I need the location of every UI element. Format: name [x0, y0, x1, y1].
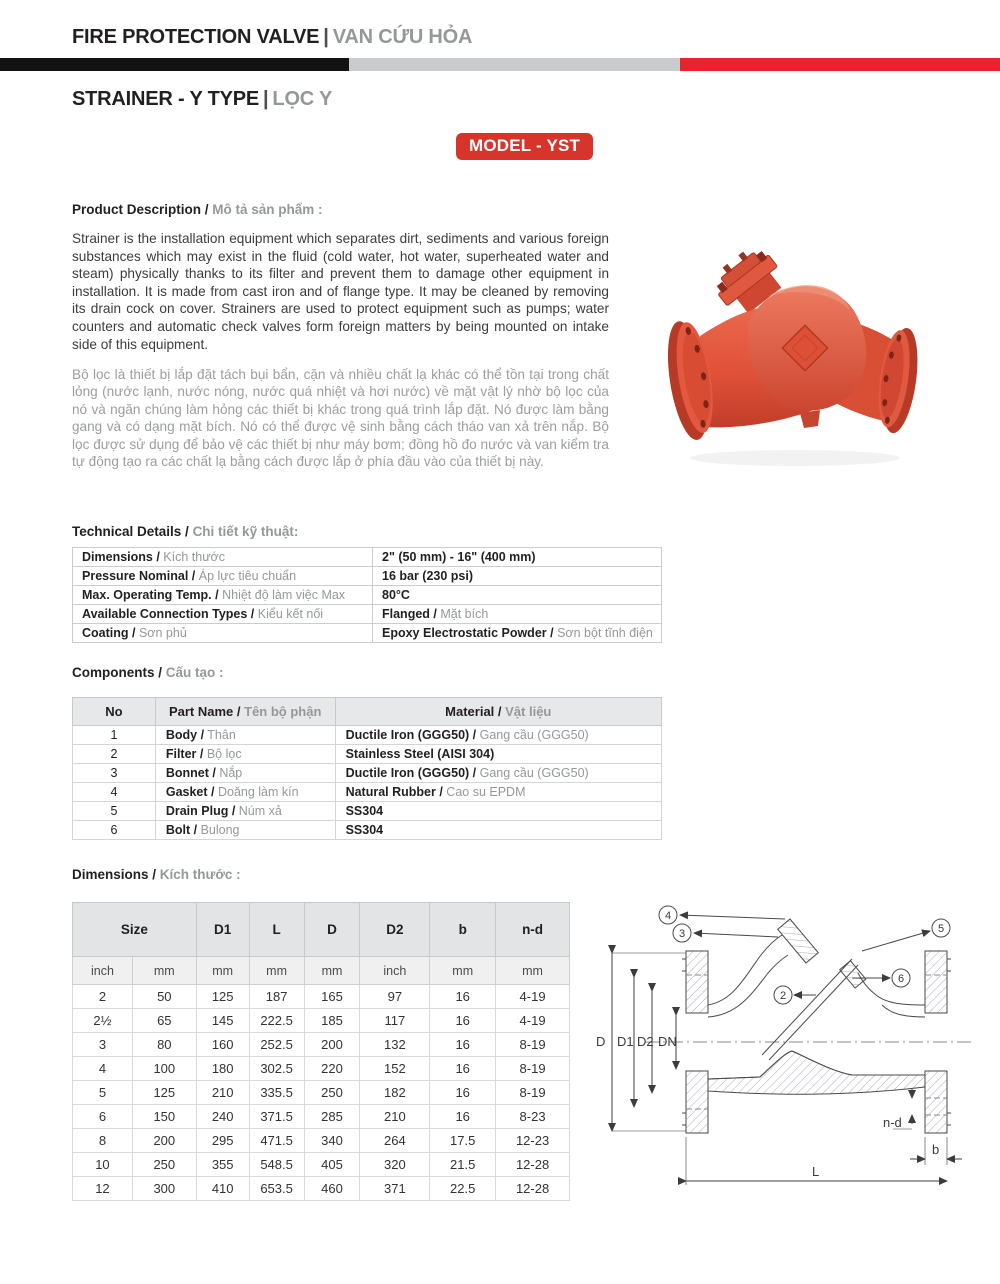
spec-value-cell [373, 548, 662, 567]
unit-cell: inch [73, 957, 133, 985]
size-mm-cell: 80 [132, 1033, 196, 1057]
size-mm-cell: 250 [132, 1153, 196, 1177]
component-material-vi: Gang cầu (GGG50) [479, 728, 589, 742]
spec-label-vi: Nhiệt độ làm việc Max [222, 588, 346, 602]
dim-label-DN: DN [658, 1034, 677, 1049]
technical-details-body [73, 548, 662, 643]
dim-label-D2: D2 [637, 1034, 654, 1049]
size-inch-cell: 10 [73, 1153, 133, 1177]
dim-label-D1: D1 [617, 1034, 634, 1049]
size-mm-cell: 300 [132, 1177, 196, 1201]
components-heading-vi: Cấu tạo : [165, 665, 224, 680]
spec-value-en: 16 bar (230 psi) [382, 569, 474, 583]
l-cell: 653.5 [249, 1177, 304, 1201]
l-cell: 371.5 [249, 1105, 304, 1129]
d1-cell: 295 [196, 1129, 249, 1153]
b-cell: 16 [430, 1033, 496, 1057]
dim-col-nd: n-d [496, 903, 570, 957]
nd-cell: 8-23 [496, 1105, 570, 1129]
components-row [73, 745, 662, 764]
nd-cell: 12-28 [496, 1177, 570, 1201]
spec-value-cell [373, 567, 662, 586]
component-part-vi: Bulong [200, 823, 240, 837]
b-cell: 16 [430, 1057, 496, 1081]
components-row [73, 764, 662, 783]
filter-screen-line-1 [762, 959, 852, 1055]
d2-cell: 371 [360, 1177, 430, 1201]
spec-value-en: 2" (50 mm) - 16" (400 mm) [382, 550, 536, 564]
left-flange-section-top [686, 951, 708, 1013]
component-material-en: Stainless Steel (AISI 304) [345, 747, 495, 761]
d2-cell: 117 [360, 1009, 430, 1033]
size-inch-cell: 8 [73, 1129, 133, 1153]
size-mm-cell: 100 [132, 1057, 196, 1081]
dim-label-b: b [932, 1142, 940, 1157]
d2-cell: 210 [360, 1105, 430, 1129]
component-material-cell [335, 783, 661, 802]
d1-cell: 180 [196, 1057, 249, 1081]
description-paragraph-vi: Bộ lọc là thiết bị lắp đặt tách bụi bẩn, cặn và nhiều chất lạ khác có thể tồn tại trong chất lỏng (nước lạnh, nước nóng, nước quá nhiệt và hơi nước) về mặt vật lý nhờ bộ lọc của nó và ngăn chúng làm hỏng các thiết bị khác trong quá trình lắp đặt. Nó được làm bằng gang và có dạng mặt bích. Nó có thể được vệ sinh bằng cách tháo van xả trên nắp. Bộ lọc được sử dụng để bảo vệ các thiết bị như máy bơm; đồng hồ đo nước và van kiểm tra tự động tạo ra các chất lạ bằng cách được lắp ở phía đầu vào của thiết bị này. [72, 367, 609, 470]
photo-shadow [690, 450, 900, 466]
d-cell: 285 [304, 1105, 360, 1129]
technical-details-row [73, 548, 662, 567]
l-cell: 548.5 [249, 1153, 304, 1177]
d-cell: 405 [304, 1153, 360, 1177]
valve-product-photo [650, 230, 940, 475]
d1-cell: 160 [196, 1033, 249, 1057]
components-table [72, 697, 662, 840]
spec-label-en: Pressure Nominal / [82, 569, 196, 583]
dimensions-heading [72, 867, 241, 882]
dimensions-row [73, 1105, 570, 1129]
callout-label-4: 4 [664, 910, 672, 922]
technical-details-row [73, 567, 662, 586]
bottom-dimension-lines [686, 1089, 962, 1185]
l-cell: 252.5 [249, 1033, 304, 1057]
components-col-part-vi: Tên bộ phận [244, 704, 322, 719]
description-heading-en: Product Description / [72, 202, 209, 217]
spec-label-en: Available Connection Types / [82, 607, 255, 621]
product-title-en: STRAINER - Y TYPE [72, 88, 260, 110]
arm-inner-wall [708, 955, 788, 1017]
size-mm-cell: 200 [132, 1129, 196, 1153]
technical-details-heading [72, 524, 298, 539]
technical-details-heading-en: Technical Details / [72, 524, 189, 539]
unit-cell: mm [249, 957, 304, 985]
component-part-vi: Bộ lọc [206, 747, 242, 761]
d2-cell: 152 [360, 1057, 430, 1081]
spec-label-cell [73, 567, 373, 586]
component-material-cell [335, 821, 661, 840]
d2-cell: 264 [360, 1129, 430, 1153]
component-part-cell [155, 802, 335, 821]
dimensions-row [73, 1081, 570, 1105]
component-part-vi: Thân [207, 728, 236, 742]
spec-label-cell [73, 548, 373, 567]
spec-label-vi: Sơn phủ [138, 626, 187, 640]
d-cell: 185 [304, 1009, 360, 1033]
dimensions-row [73, 985, 570, 1009]
dimensions-row [73, 1057, 570, 1081]
description-paragraph-en: Strainer is the installation equipment which separates dirt, sediments and various foreign substances which may exist in the fluid (cold water, hot water, superheated water and steam) physically thanks to its filter and prevent them to damage other equipment in installation. It is made from cast iron and of flange type. It may be cleaned by removing its drain cock on cover. Strainers are used to protect equipment such as pumps; water counters and automatic check valves form foreign matters by being mounted on intake side of this equipment. [72, 231, 609, 352]
bar-segment-black [0, 58, 349, 71]
component-material-cell [335, 745, 661, 764]
component-part-cell [155, 726, 335, 745]
l-cell: 335.5 [249, 1081, 304, 1105]
size-inch-cell: 2 [73, 985, 133, 1009]
component-material-cell [335, 802, 661, 821]
component-material-vi: Cao su EPDM [446, 785, 526, 799]
spec-value-vi: Sơn bột tĩnh điện [557, 626, 653, 640]
l-cell: 471.5 [249, 1129, 304, 1153]
spec-value-cell [373, 605, 662, 624]
callout-label-5: 5 [937, 923, 945, 935]
component-part-en: Body / [165, 728, 205, 742]
components-col-material-vi: Vật liệu [505, 704, 552, 719]
bar-segment-red [680, 58, 1000, 71]
technical-details-row [73, 624, 662, 643]
component-part-vi: Núm xả [238, 804, 282, 818]
bonnet-bolt-section [840, 961, 866, 988]
d1-cell: 240 [196, 1105, 249, 1129]
product-title [72, 88, 332, 111]
components-col-no: No [73, 698, 156, 726]
component-part-cell [155, 783, 335, 802]
spec-value-vi: Mặt bích [440, 607, 489, 621]
dim-col-l: L [249, 903, 304, 957]
d1-cell: 410 [196, 1177, 249, 1201]
nd-cell: 12-28 [496, 1153, 570, 1177]
component-number: 2 [73, 745, 156, 764]
component-part-cell [155, 821, 335, 840]
left-flange-section-bottom [686, 1071, 708, 1133]
component-part-en: Drain Plug / [165, 804, 236, 818]
tricolor-divider-bar [0, 58, 1000, 71]
dimension-drawing [590, 893, 1000, 1198]
component-number: 4 [73, 783, 156, 802]
unit-cell: mm [132, 957, 196, 985]
size-inch-cell: 2½ [73, 1009, 133, 1033]
size-inch-cell: 4 [73, 1057, 133, 1081]
components-heading-en: Components / [72, 665, 162, 680]
callout-label-6: 6 [897, 973, 905, 985]
product-title-separator: | [263, 88, 269, 110]
dimensions-row [73, 1177, 570, 1201]
components-heading [72, 665, 224, 680]
dim-label-D: D [596, 1034, 606, 1049]
dimensions-row [73, 1153, 570, 1177]
size-mm-cell: 125 [132, 1081, 196, 1105]
dimensions-row [73, 1009, 570, 1033]
component-material-cell [335, 726, 661, 745]
d1-cell: 210 [196, 1081, 249, 1105]
b-cell: 16 [430, 1009, 496, 1033]
unit-cell: mm [196, 957, 249, 985]
dimensions-row [73, 1033, 570, 1057]
unit-cell: inch [360, 957, 430, 985]
size-mm-cell: 150 [132, 1105, 196, 1129]
spec-label-vi: Kích thước [163, 550, 226, 564]
dim-label-L: L [812, 1164, 820, 1179]
b-cell: 16 [430, 985, 496, 1009]
header-title-en: FIRE PROTECTION VALVE [72, 26, 320, 48]
component-material-cell [335, 764, 661, 783]
d-cell: 340 [304, 1129, 360, 1153]
nd-cell: 12-23 [496, 1129, 570, 1153]
component-part-en: Filter / [165, 747, 204, 761]
spec-label-cell [73, 586, 373, 605]
d2-cell: 97 [360, 985, 430, 1009]
dimensions-units-row [73, 957, 570, 985]
components-col-material [335, 698, 661, 726]
b-cell: 16 [430, 1081, 496, 1105]
b-cell: 17.5 [430, 1129, 496, 1153]
d-cell: 165 [304, 985, 360, 1009]
component-part-en: Gasket / [165, 785, 215, 799]
bonnet-section [778, 919, 819, 963]
spec-label-vi: Áp lực tiêu chuẩn [198, 569, 297, 583]
size-mm-cell: 65 [132, 1009, 196, 1033]
nd-cell: 8-19 [496, 1057, 570, 1081]
callout-label-2: 2 [779, 990, 787, 1002]
d1-cell: 355 [196, 1153, 249, 1177]
d2-cell: 182 [360, 1081, 430, 1105]
size-inch-cell: 6 [73, 1105, 133, 1129]
component-number: 6 [73, 821, 156, 840]
page-header-title [72, 26, 472, 49]
d-cell: 200 [304, 1033, 360, 1057]
right-flange-section-top [925, 951, 947, 1013]
bar-segment-gray [349, 58, 680, 71]
bottom-wall-section [708, 1051, 925, 1094]
model-badge: MODEL - YST [456, 133, 593, 160]
header-separator: | [323, 26, 329, 48]
spec-label-cell [73, 624, 373, 643]
dim-col-d2: D2 [360, 903, 430, 957]
spec-value-cell [373, 586, 662, 605]
technical-details-row [73, 586, 662, 605]
dimensions-heading-vi: Kích thước : [159, 867, 241, 882]
l-cell: 187 [249, 985, 304, 1009]
d-cell: 460 [304, 1177, 360, 1201]
dim-col-size: Size [73, 903, 197, 957]
spec-label-en: Coating / [82, 626, 136, 640]
spec-value-en: Flanged / [382, 607, 437, 621]
component-part-cell [155, 764, 335, 783]
nd-cell: 8-19 [496, 1081, 570, 1105]
l-cell: 302.5 [249, 1057, 304, 1081]
d1-cell: 145 [196, 1009, 249, 1033]
components-row [73, 802, 662, 821]
l-cell: 222.5 [249, 1009, 304, 1033]
size-mm-cell: 50 [132, 985, 196, 1009]
d-cell: 250 [304, 1081, 360, 1105]
component-part-en: Bolt / [165, 823, 198, 837]
nd-cell: 4-19 [496, 985, 570, 1009]
component-part-vi: Nắp [219, 766, 243, 780]
components-row [73, 783, 662, 802]
description-heading [72, 202, 323, 217]
nd-cell: 8-19 [496, 1033, 570, 1057]
unit-cell: mm [430, 957, 496, 985]
components-col-part [155, 698, 335, 726]
dimensions-heading-en: Dimensions / [72, 867, 157, 882]
component-material-en: SS304 [345, 823, 384, 837]
dim-col-d1: D1 [196, 903, 249, 957]
components-col-material-en: Material / [445, 704, 502, 719]
dimensions-body [73, 985, 570, 1201]
d1-cell: 125 [196, 985, 249, 1009]
component-material-en: Natural Rubber / [345, 785, 443, 799]
right-flange-section-bottom [925, 1071, 947, 1133]
component-material-en: Ductile Iron (GGG50) / [345, 728, 477, 742]
size-inch-cell: 12 [73, 1177, 133, 1201]
pocket-inner-wall [882, 1005, 925, 1017]
b-cell: 22.5 [430, 1177, 496, 1201]
product-title-vi: LỌC Y [272, 88, 333, 110]
b-cell: 21.5 [430, 1153, 496, 1177]
spec-label-en: Max. Operating Temp. / [82, 588, 219, 602]
filter-screen-line-2 [769, 965, 858, 1060]
callout-label-3: 3 [678, 928, 686, 940]
component-part-vi: Doăng làm kín [217, 785, 299, 799]
spec-label-en: Dimensions / [82, 550, 160, 564]
d2-cell: 320 [360, 1153, 430, 1177]
technical-details-heading-vi: Chi tiết kỹ thuật: [192, 524, 299, 539]
spec-value-en: 80°C [382, 588, 410, 602]
dim-col-d: D [304, 903, 360, 957]
unit-cell: mm [304, 957, 360, 985]
size-inch-cell: 5 [73, 1081, 133, 1105]
size-inch-cell: 3 [73, 1033, 133, 1057]
component-material-en: SS304 [345, 804, 384, 818]
component-number: 5 [73, 802, 156, 821]
nd-cell: 4-19 [496, 1009, 570, 1033]
components-row [73, 821, 662, 840]
spec-label-cell [73, 605, 373, 624]
component-part-cell [155, 745, 335, 764]
components-row [73, 726, 662, 745]
dimensions-header-row [73, 903, 570, 957]
component-number: 1 [73, 726, 156, 745]
d-cell: 220 [304, 1057, 360, 1081]
component-material-vi: Gang cầu (GGG50) [479, 766, 589, 780]
components-body [73, 726, 662, 840]
components-col-part-en: Part Name / [168, 704, 241, 719]
component-number: 3 [73, 764, 156, 783]
dim-col-b: b [430, 903, 496, 957]
component-part-en: Bonnet / [165, 766, 216, 780]
d2-cell: 132 [360, 1033, 430, 1057]
spec-label-vi: Kiểu kết nối [257, 607, 324, 621]
technical-details-table [72, 547, 662, 643]
drain-plug [800, 410, 820, 428]
technical-details-row [73, 605, 662, 624]
spec-value-en: Epoxy Electrostatic Powder / [382, 626, 554, 640]
spec-value-cell [373, 624, 662, 643]
unit-cell: mm [496, 957, 570, 985]
description-heading-vi: Mô tả sản phẩm : [212, 202, 323, 217]
header-title-vi: VAN CỨU HỎA [332, 26, 473, 48]
components-header-row [73, 698, 662, 726]
dim-label-nd: n-d [883, 1115, 902, 1130]
dimensions-row [73, 1129, 570, 1153]
component-material-en: Ductile Iron (GGG50) / [345, 766, 477, 780]
b-cell: 16 [430, 1105, 496, 1129]
dimensions-table [72, 902, 570, 1201]
